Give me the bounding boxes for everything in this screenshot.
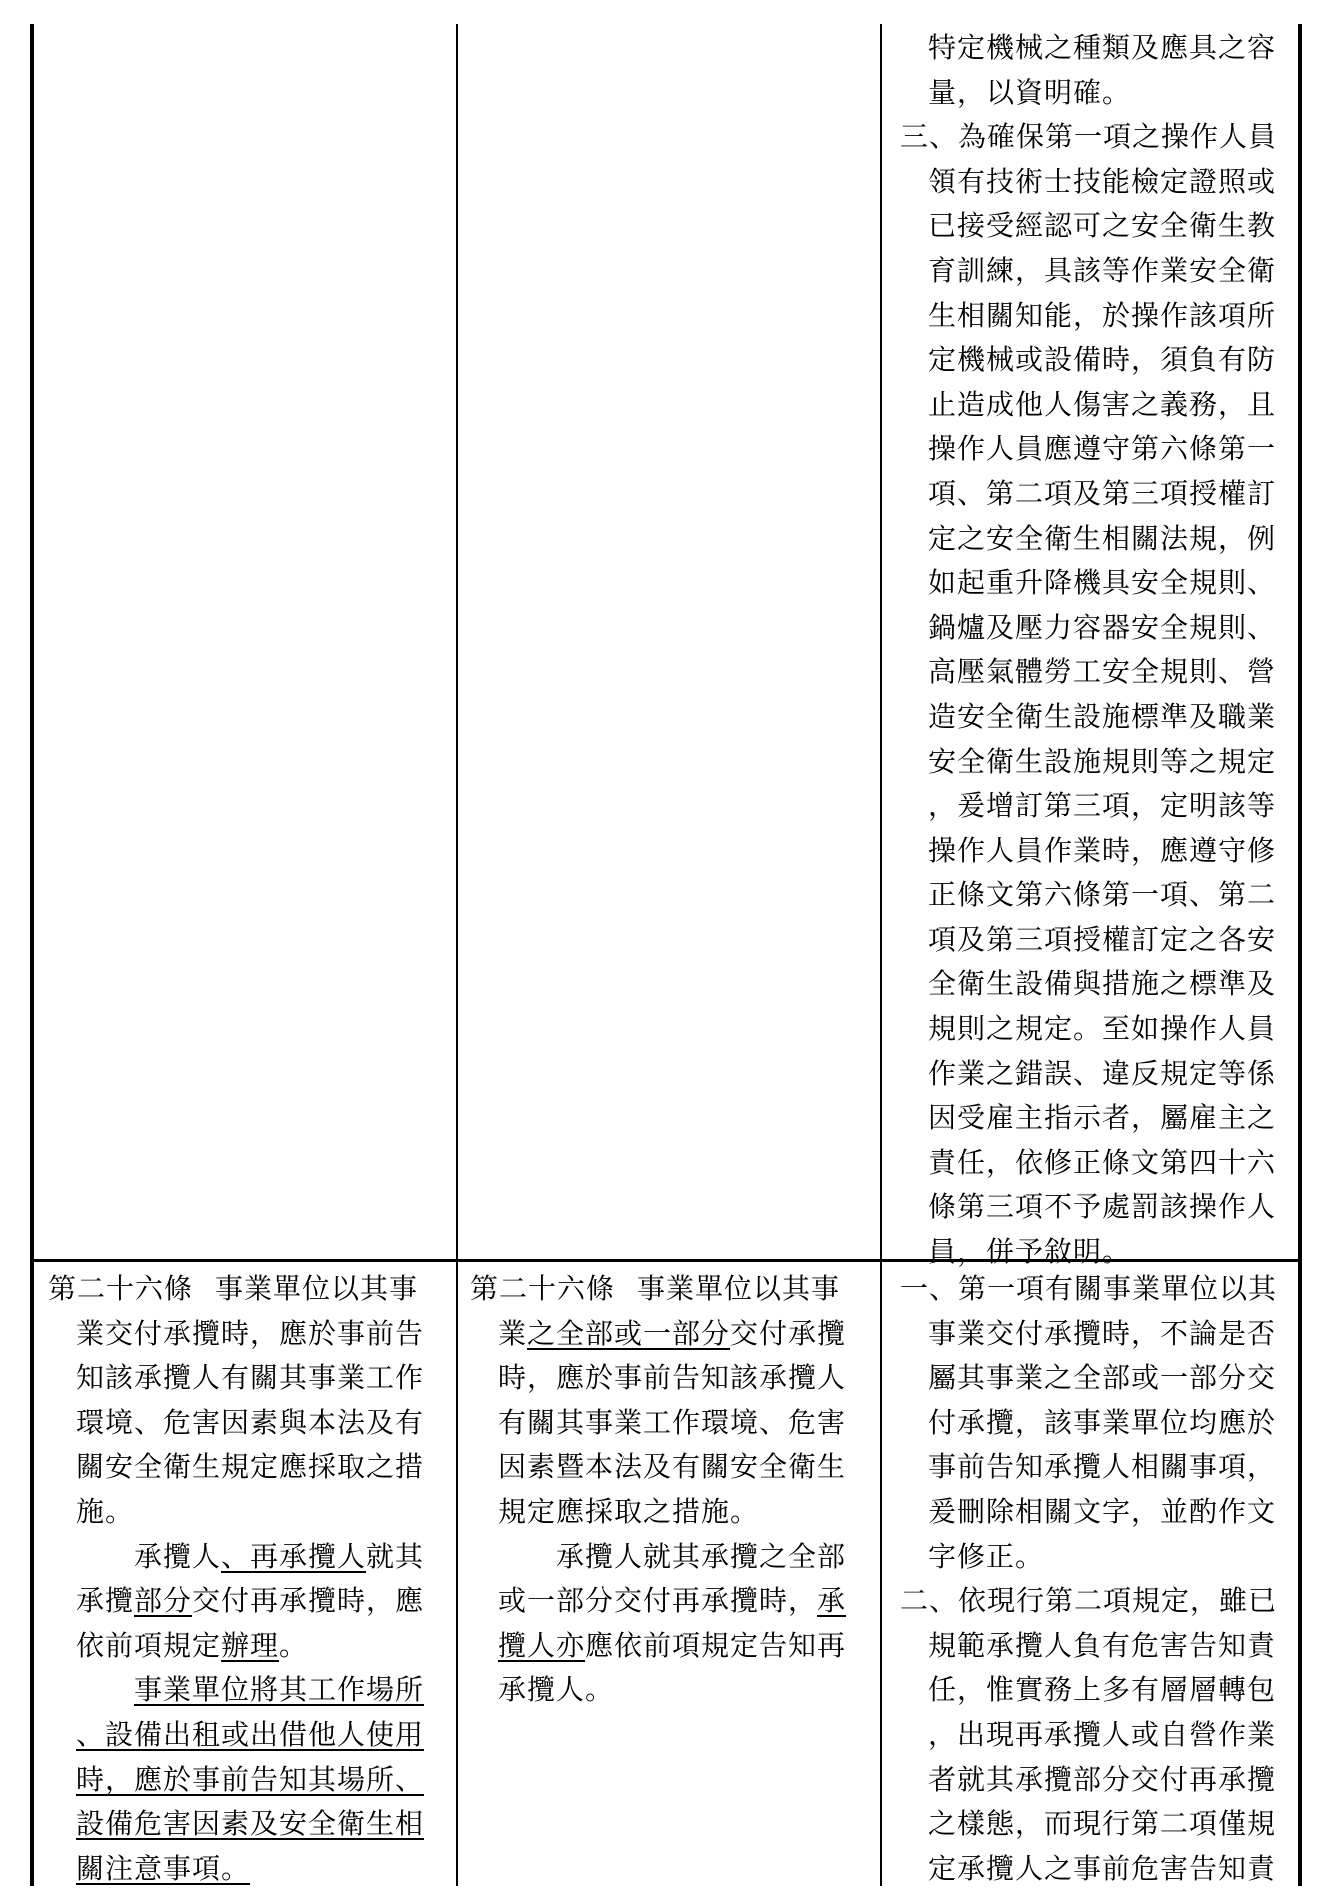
text-line: 爰刪除相關文字，並酌作文	[928, 1494, 1277, 1528]
text-line: 關注意事項。	[76, 1851, 251, 1885]
text-line: 知該承攬人有關其事業工作	[76, 1361, 425, 1395]
text-line: 屬其事業之全部或一部分交	[928, 1361, 1277, 1395]
text-line: 事前告知承攬人相關事項，	[928, 1450, 1277, 1484]
column-divider-1	[456, 24, 458, 1886]
text-line: 承攬人。	[498, 1673, 615, 1707]
text-line: 三、為確保第一項之操作人員	[900, 120, 1278, 154]
text-line: 有關其事業工作環境、危害	[498, 1405, 847, 1439]
text-line: 條第三項不予處罰該操作人	[928, 1190, 1277, 1224]
text-line: 施。	[76, 1494, 135, 1528]
underlined-insertion: 部分	[134, 1584, 193, 1618]
text-line: 者就其承攬部分交付再承攬	[928, 1762, 1277, 1796]
text-line: 攬人亦應依前項規定告知再	[498, 1628, 847, 1662]
text-line: 第二十六條 事業單位以其事	[48, 1272, 419, 1305]
text-line: 已接受經認可之安全衛生教	[928, 209, 1277, 243]
text-line: 安全衛生設施規則等之規定	[928, 744, 1277, 778]
text-line: 事業單位將其工作場所	[134, 1673, 425, 1707]
text-line: 第二十六條 事業單位以其事	[470, 1272, 841, 1305]
text-line: 止造成他人傷害之義務，且	[928, 387, 1277, 421]
text-line: 業交付承攬時，應於事前告	[76, 1316, 425, 1350]
text-line: ，出現再承攬人或自營作業	[928, 1717, 1277, 1751]
text-line: 員，併予敘明。	[928, 1235, 1132, 1269]
text-line: 作業之錯誤、違反規定等係	[928, 1056, 1277, 1090]
underlined-insertion: 、再承攬人	[221, 1539, 367, 1573]
text-line: 規則之規定。至如操作人員	[928, 1012, 1277, 1046]
text-line: 正條文第六條第一項、第二	[928, 878, 1277, 912]
text-line: 因素暨本法及有關安全衛生	[498, 1450, 847, 1484]
underlined-text: 承	[817, 1584, 847, 1618]
text-line: 依前項規定辦理。	[76, 1628, 309, 1662]
text-line: 鍋爐及壓力容器安全規則、	[928, 610, 1277, 644]
underlined-insertion: 辦理	[221, 1628, 280, 1662]
text-line: 承攬人就其承攬之全部	[556, 1539, 847, 1573]
text-line: 定承攬人之事前危害告知責	[928, 1851, 1277, 1885]
text-line: 如起重升降機具安全規則、	[928, 566, 1277, 600]
text-line: 因受雇主指示者，屬雇主之	[928, 1101, 1277, 1135]
amended-article-cell	[48, 1267, 448, 1891]
text-line: 項、第二項及第三項授權訂	[928, 476, 1277, 510]
comparison-table	[30, 24, 1302, 1886]
text-line: 字修正。	[928, 1539, 1045, 1573]
text-line: 育訓練，具該等作業安全衛	[928, 253, 1277, 287]
text-line: 生相關知能，於操作該項所	[928, 298, 1277, 332]
text-line: 承攬人、再承攬人就其	[134, 1539, 425, 1573]
bottom-row-explanation-cell	[900, 1267, 1300, 1891]
text-line: 全衛生設備與措施之標準及	[928, 967, 1277, 1001]
underlined-text: 攬人亦	[498, 1628, 586, 1662]
text-line: 特定機械之種類及應具之容	[928, 31, 1277, 64]
text-line: 二、依現行第二項規定，雖已	[900, 1584, 1278, 1618]
text-line: 或一部分交付再承攬時，承	[498, 1584, 847, 1618]
text-line: 責任，依修正條文第四十六	[928, 1145, 1277, 1179]
current-article-cell	[470, 1267, 870, 1713]
text-line: 關安全衛生規定應採取之措	[76, 1450, 425, 1484]
text-line: 、設備出租或出借他人使用	[76, 1717, 425, 1751]
text-line: 量，以資明確。	[928, 75, 1132, 109]
text-line: 定之安全衛生相關法規，例	[928, 521, 1277, 555]
text-line: 規定應採取之措施。	[498, 1494, 760, 1528]
underlined-text: 之全部或一部分	[527, 1316, 731, 1350]
text-line: ，爰增訂第三項，定明該等	[928, 789, 1277, 823]
top-row-explanation-cell	[900, 26, 1300, 1275]
text-line: 項及第三項授權訂定之各安	[928, 922, 1277, 956]
column-divider-2	[880, 24, 882, 1886]
text-line: 領有技術士技能檢定證照或	[928, 164, 1277, 198]
text-line: 任，惟實務上多有層層轉包	[928, 1673, 1277, 1707]
text-line: 一、第一項有關事業單位以其	[900, 1272, 1278, 1305]
text-line: 付承攬，該事業單位均應於	[928, 1405, 1277, 1439]
text-line: 定機械或設備時，須負有防	[928, 343, 1277, 377]
text-line: 操作人員應遵守第六條第一	[928, 432, 1277, 466]
text-line: 造安全衛生設施標準及職業	[928, 699, 1277, 733]
text-line: 時，應於事前告知該承攬人	[498, 1361, 847, 1395]
text-line: 設備危害因素及安全衛生相	[76, 1807, 425, 1841]
text-line: 高壓氣體勞工安全規則、營	[928, 655, 1277, 689]
text-line: 之樣態，而現行第二項僅規	[928, 1807, 1277, 1841]
text-line: 規範承攬人負有危害告知責	[928, 1628, 1277, 1662]
text-line: 業之全部或一部分交付承攬	[498, 1316, 847, 1350]
text-line: 事業交付承攬時，不論是否	[928, 1316, 1277, 1350]
text-line: 時，應於事前告知其場所、	[76, 1762, 425, 1796]
text-line: 承攬部分交付再承攬時，應	[76, 1584, 425, 1618]
text-line: 環境、危害因素與本法及有	[76, 1405, 425, 1439]
article-number: 第二十六條	[48, 1272, 194, 1305]
text-line: 操作人員作業時，應遵守修	[928, 833, 1277, 867]
article-number: 第二十六條	[470, 1272, 616, 1305]
